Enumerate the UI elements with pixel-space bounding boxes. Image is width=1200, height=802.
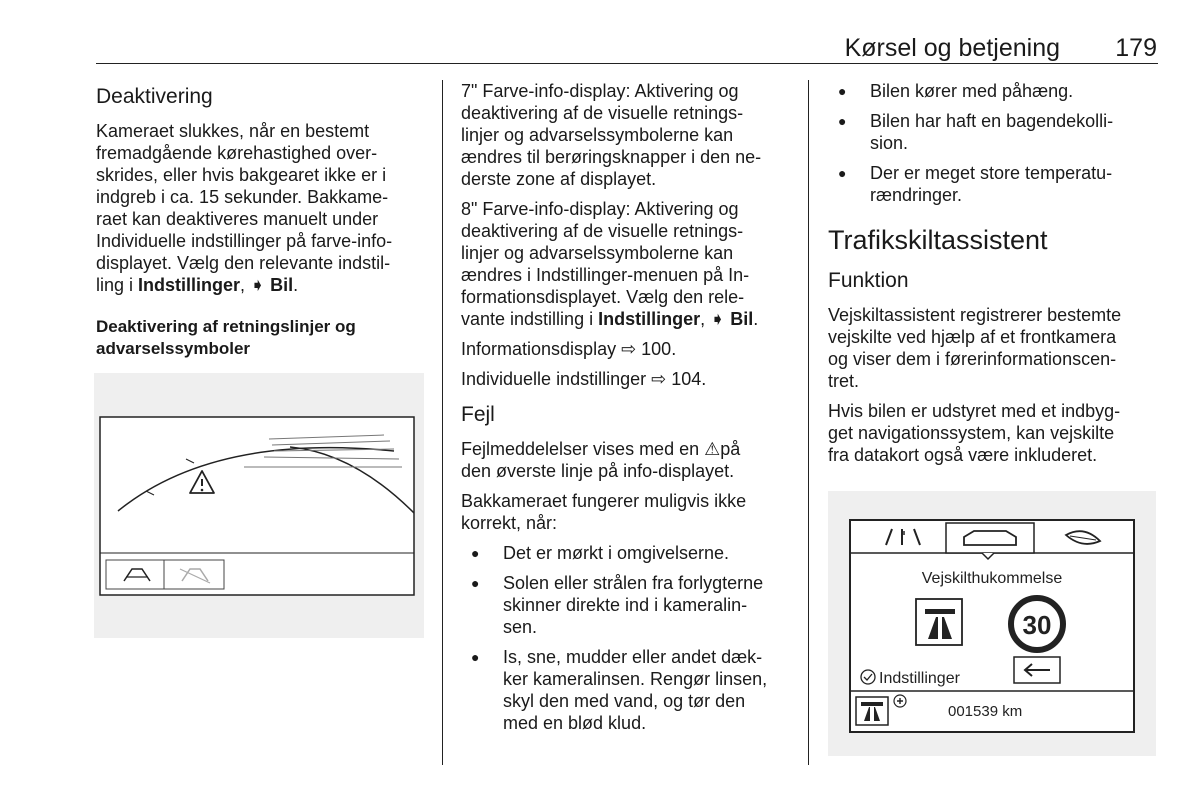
- list-item: ● Der er meget store temperatu- rændringer.: [828, 162, 1158, 206]
- menu-term-settings: Indstillinger: [138, 275, 241, 295]
- column-1: [96, 84, 426, 368]
- paragraph-fault-message: [461, 438, 791, 482]
- list-item: ● Is, sne, mudder eller andet dæk- ker kameralinsen. Rengør linsen, skyl den med vand, og tør den med en blød klud.: [461, 646, 791, 734]
- tab-car-icon[interactable]: [946, 523, 1034, 559]
- arrow-icon: ➧: [250, 275, 266, 295]
- heading-traffic-sign-assistant: Trafikskiltassistent: [828, 225, 1048, 255]
- paragraph-navigation: Hvis bilen er udstyret med et indbyg- get navigationssystem, kan vejskilte fra datakort også være inkluderet.: [828, 401, 1121, 465]
- text-run: ,: [240, 275, 251, 295]
- paragraph-camera-conditions: Bakkameraet fungerer muligvis ikke korrekt, når:: [461, 491, 747, 533]
- paragraph-deactivation: [96, 120, 426, 296]
- guidelines-off-button[interactable]: [164, 560, 224, 589]
- column-2: [461, 80, 791, 742]
- text-run: Kameraet slukkes, når en bestemt fremadgående kørehastighed over- skrides, eller hvis bakgearet ikke er i indgreb i ca. 15 sekunder. Bakkame- raet kan deaktiveres manuelt under Individuelle indstillinger på farve-info- displayet. Vælg den relevante indstil- ling i: [96, 121, 393, 295]
- traffic-sign-display-illustration: [828, 491, 1156, 756]
- text-run: .: [753, 309, 759, 329]
- text-run: Fejlmeddelelser vises med en: [461, 439, 705, 459]
- list-item: ● Solen eller strålen fra forlygterne skinner direkte ind i kameralin- sen.: [461, 572, 791, 638]
- heading-guidelines: Deaktivering af retningslinjer og advarselssymboler: [96, 317, 356, 358]
- motorway-status-icon: [856, 697, 888, 725]
- header-rule: [96, 63, 1158, 64]
- paragraph-7inch-display: 7" Farve-info-display: Aktivering og deaktivering af de visuelle retnings- linjer og advarselssymbolerne kan ændres til berøringsknapper i den ne- derste zone af displayet.: [461, 81, 762, 189]
- text-run: på den øverste linje på info-displayet.: [461, 439, 741, 481]
- text-run: .: [293, 275, 299, 295]
- list-item: ● Det er mørkt i omgivelserne.: [461, 542, 791, 564]
- running-header-title: Kørsel og betjening: [844, 34, 1060, 62]
- display-title: Vejskilthukommelse: [921, 570, 1063, 587]
- cross-reference-info-display[interactable]: Informationsdisplay ⇨ 100.: [461, 339, 677, 359]
- page-number: 179: [1115, 34, 1157, 62]
- paragraph-function: Vejskiltassistent registrerer bestemte vejskilte ved hjælp af et frontkamera og viser dem i førerinformationscen- tret.: [828, 305, 1122, 391]
- back-arrow-button[interactable]: [1014, 657, 1060, 683]
- rear-camera-display-drawing: [94, 373, 424, 638]
- motorway-sign-icon: [916, 599, 962, 645]
- heading-function: Funktion: [828, 269, 909, 292]
- settings-label: Indstillinger: [879, 670, 960, 687]
- conditions-list: [461, 542, 791, 734]
- conditions-list-continued: [828, 80, 1158, 206]
- cross-reference-individual-settings[interactable]: Individuelle indstillinger ⇨ 104.: [461, 369, 707, 389]
- column-divider-1: [442, 80, 443, 765]
- speed-limit-sign-icon: [1011, 598, 1063, 650]
- odometer-reading: 001539 km: [948, 703, 1023, 720]
- text-run: 8" Farve-info-display: Aktivering og deaktivering af de visuelle retnings- linjer og advarselssymbolerne kan ændres i Indstillinger-menuen på In- formationsdisplayet. Vælg den rele- vante indstilling i: [461, 199, 750, 329]
- menu-term-settings: Indstillinger: [598, 309, 701, 329]
- warning-triangle-icon: ⚠: [704, 439, 721, 459]
- heading-deactivation: Deaktivering: [96, 85, 213, 108]
- menu-term-car: Bil: [725, 309, 754, 329]
- paragraph-8inch-display: [461, 198, 791, 330]
- heading-fault: Fejl: [461, 403, 495, 426]
- guidelines-on-button[interactable]: [106, 560, 164, 589]
- list-item: ● Bilen kører med påhæng.: [828, 80, 1158, 102]
- arrow-icon: ➧: [710, 309, 726, 329]
- rear-camera-illustration: [94, 373, 424, 638]
- speed-limit-value: 30: [1022, 610, 1052, 640]
- column-3: [828, 80, 1158, 474]
- list-item: ● Bilen har haft en bagendekolli- sion.: [828, 110, 1158, 154]
- text-run: ,: [700, 309, 711, 329]
- menu-term-car: Bil: [265, 275, 294, 295]
- sign-display-drawing: [828, 491, 1156, 756]
- plus-icon: [894, 695, 906, 707]
- column-divider-2: [808, 80, 809, 765]
